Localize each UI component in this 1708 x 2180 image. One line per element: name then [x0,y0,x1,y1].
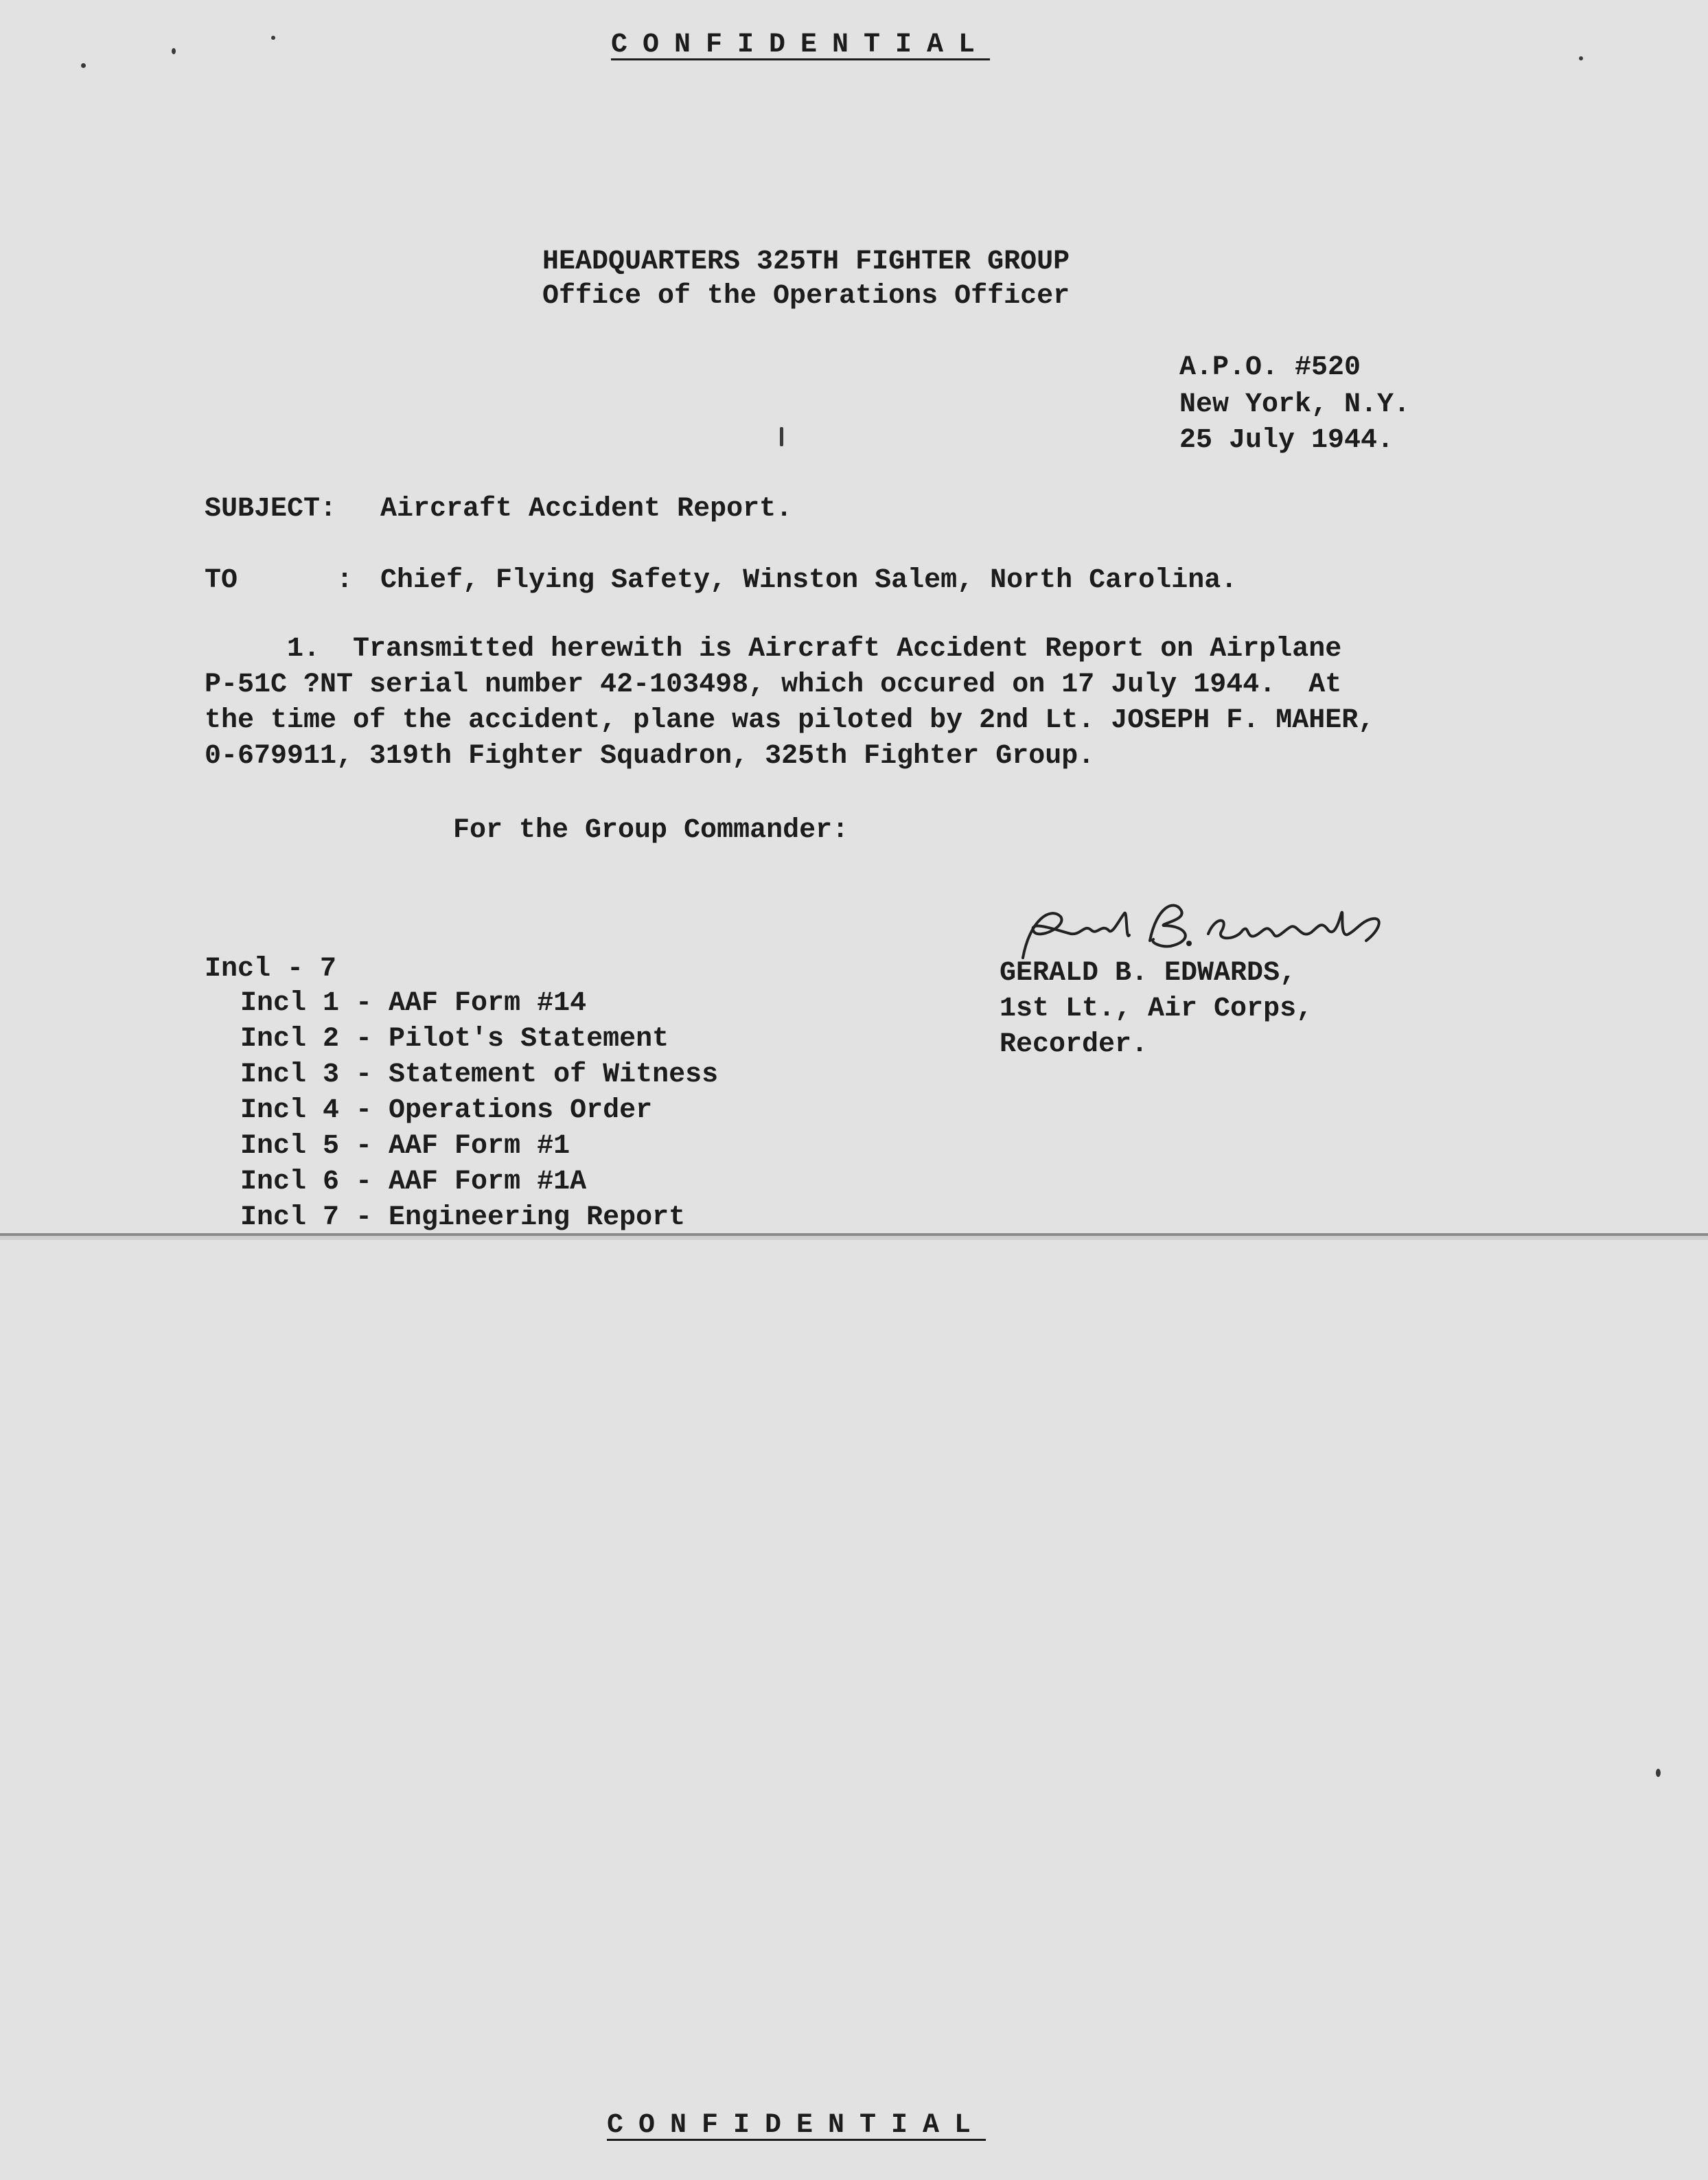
inclosures-header: Incl - 7 [205,954,337,985]
paragraph-line: 1. Transmitted herewith is Aircraft Accident Report on Airplane [205,634,1342,665]
scan-speck [81,63,86,68]
signature-block [1000,956,1313,1063]
office-subheading: Office of the Operations Officer [542,281,1070,312]
to-label: TO : [205,565,354,596]
scan-speck [271,36,275,40]
signer-rank: 1st Lt., Air Corps, [1000,994,1313,1024]
list-item: Incl 6 - AAF Form #1A [240,1167,587,1197]
scan-speck [1656,1769,1661,1777]
scan-speck [1579,56,1583,60]
paragraph-line: the time of the accident, plane was piloted by 2nd Lt. JOSEPH F. MAHER, [205,705,1375,736]
org-heading: HEADQUARTERS 325TH FIGHTER GROUP [542,246,1070,277]
list-item: Incl 4 - Operations Order [240,1095,653,1126]
list-item: Incl 3 - Statement of Witness [240,1059,719,1090]
subject-value: Aircraft Accident Report. [380,494,793,525]
classification-footer: CONFIDENTIAL [607,2110,986,2141]
city-line: New York, N.Y. [1179,389,1411,420]
signer-role: Recorder. [1000,1029,1149,1060]
paragraph-line: 0-679911, 319th Fighter Squadron, 325th Fighter Group. [205,741,1095,772]
subject-label: SUBJECT: [205,494,337,525]
scan-speck [780,427,783,446]
paragraph-line: P-51C ?NT serial number 42-103498, which occured on 17 July 1944. At [205,669,1342,700]
to-value: Chief, Flying Safety, Winston Salem, North Carolina. [380,565,1238,596]
list-item: Incl 1 - AAF Form #14 [240,988,587,1019]
date-line: 25 July 1944. [1179,425,1394,456]
inclosures-list [240,986,718,1236]
apo-line: A.P.O. #520 [1179,352,1361,383]
list-item: Incl 7 - Engineering Report [240,1202,686,1233]
body-paragraph [205,632,1468,775]
scan-speck [172,48,176,54]
fold-shadow [0,1236,1708,1240]
closing-line: For the Group Commander: [453,815,849,846]
list-item: Incl 5 - AAF Form #1 [240,1131,570,1162]
signer-name: GERALD B. EDWARDS, [1000,958,1297,989]
list-item: Incl 2 - Pilot's Statement [240,1024,669,1055]
classification-header: CONFIDENTIAL [611,30,991,60]
